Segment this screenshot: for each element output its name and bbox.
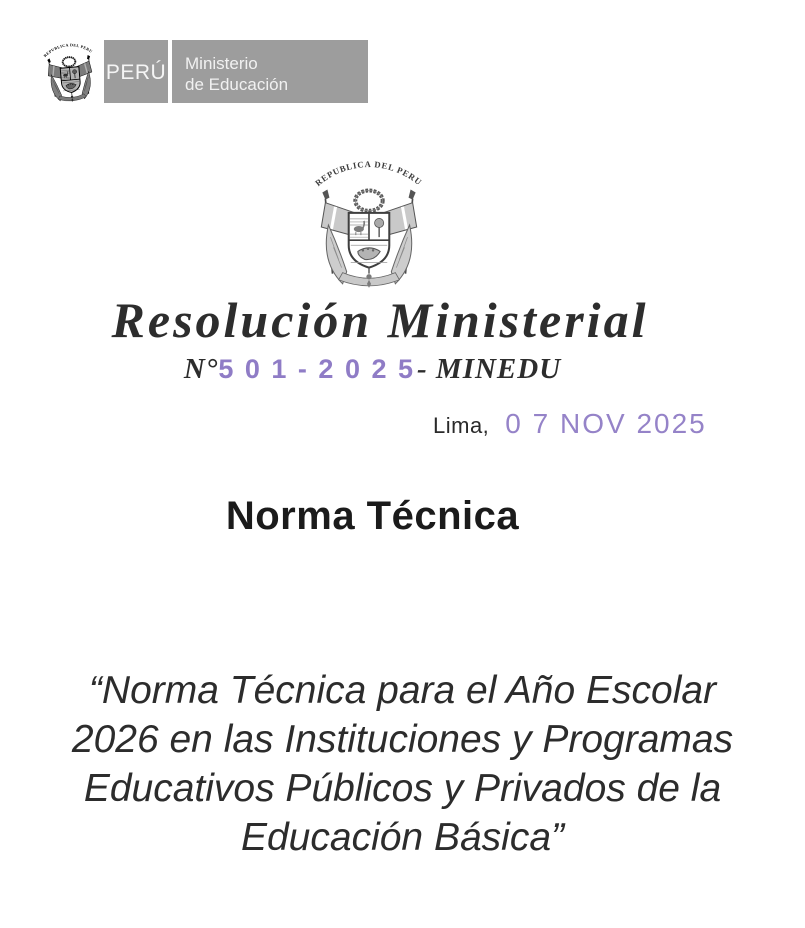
number-prefix: N° <box>183 353 219 385</box>
quote-line-3: Educativos Públicos y Privados de la <box>83 767 722 810</box>
city-label: Lima, <box>433 413 490 438</box>
peru-coat-of-arms-icon <box>306 154 432 296</box>
quote-line-1: “Norma Técnica para el Año Escolar <box>88 669 717 712</box>
date-stamp: 0 7 NOV 2025 <box>505 408 707 439</box>
document-type-title: Resolución Ministerial <box>111 292 649 348</box>
peru-label: PERÚ <box>104 40 168 103</box>
date-line <box>433 408 707 440</box>
resolution-number-stamp: 5 0 1 - 2 0 2 5 <box>218 354 415 384</box>
section-title: Norma Técnica <box>225 494 520 538</box>
quote-line-4: Educación Básica” <box>240 816 564 859</box>
quote-line-2: 2026 en las Instituciones y Programas <box>71 718 734 761</box>
number-suffix: - MINEDU <box>417 353 562 385</box>
resolution-number <box>0 353 745 386</box>
ministry-name <box>172 40 368 103</box>
norma-quote <box>10 666 795 862</box>
ministry-name-line2: de Educación <box>185 74 289 94</box>
peru-coat-of-arms-small-icon <box>39 38 101 109</box>
ministry-name-line1: Ministerio <box>185 53 258 73</box>
